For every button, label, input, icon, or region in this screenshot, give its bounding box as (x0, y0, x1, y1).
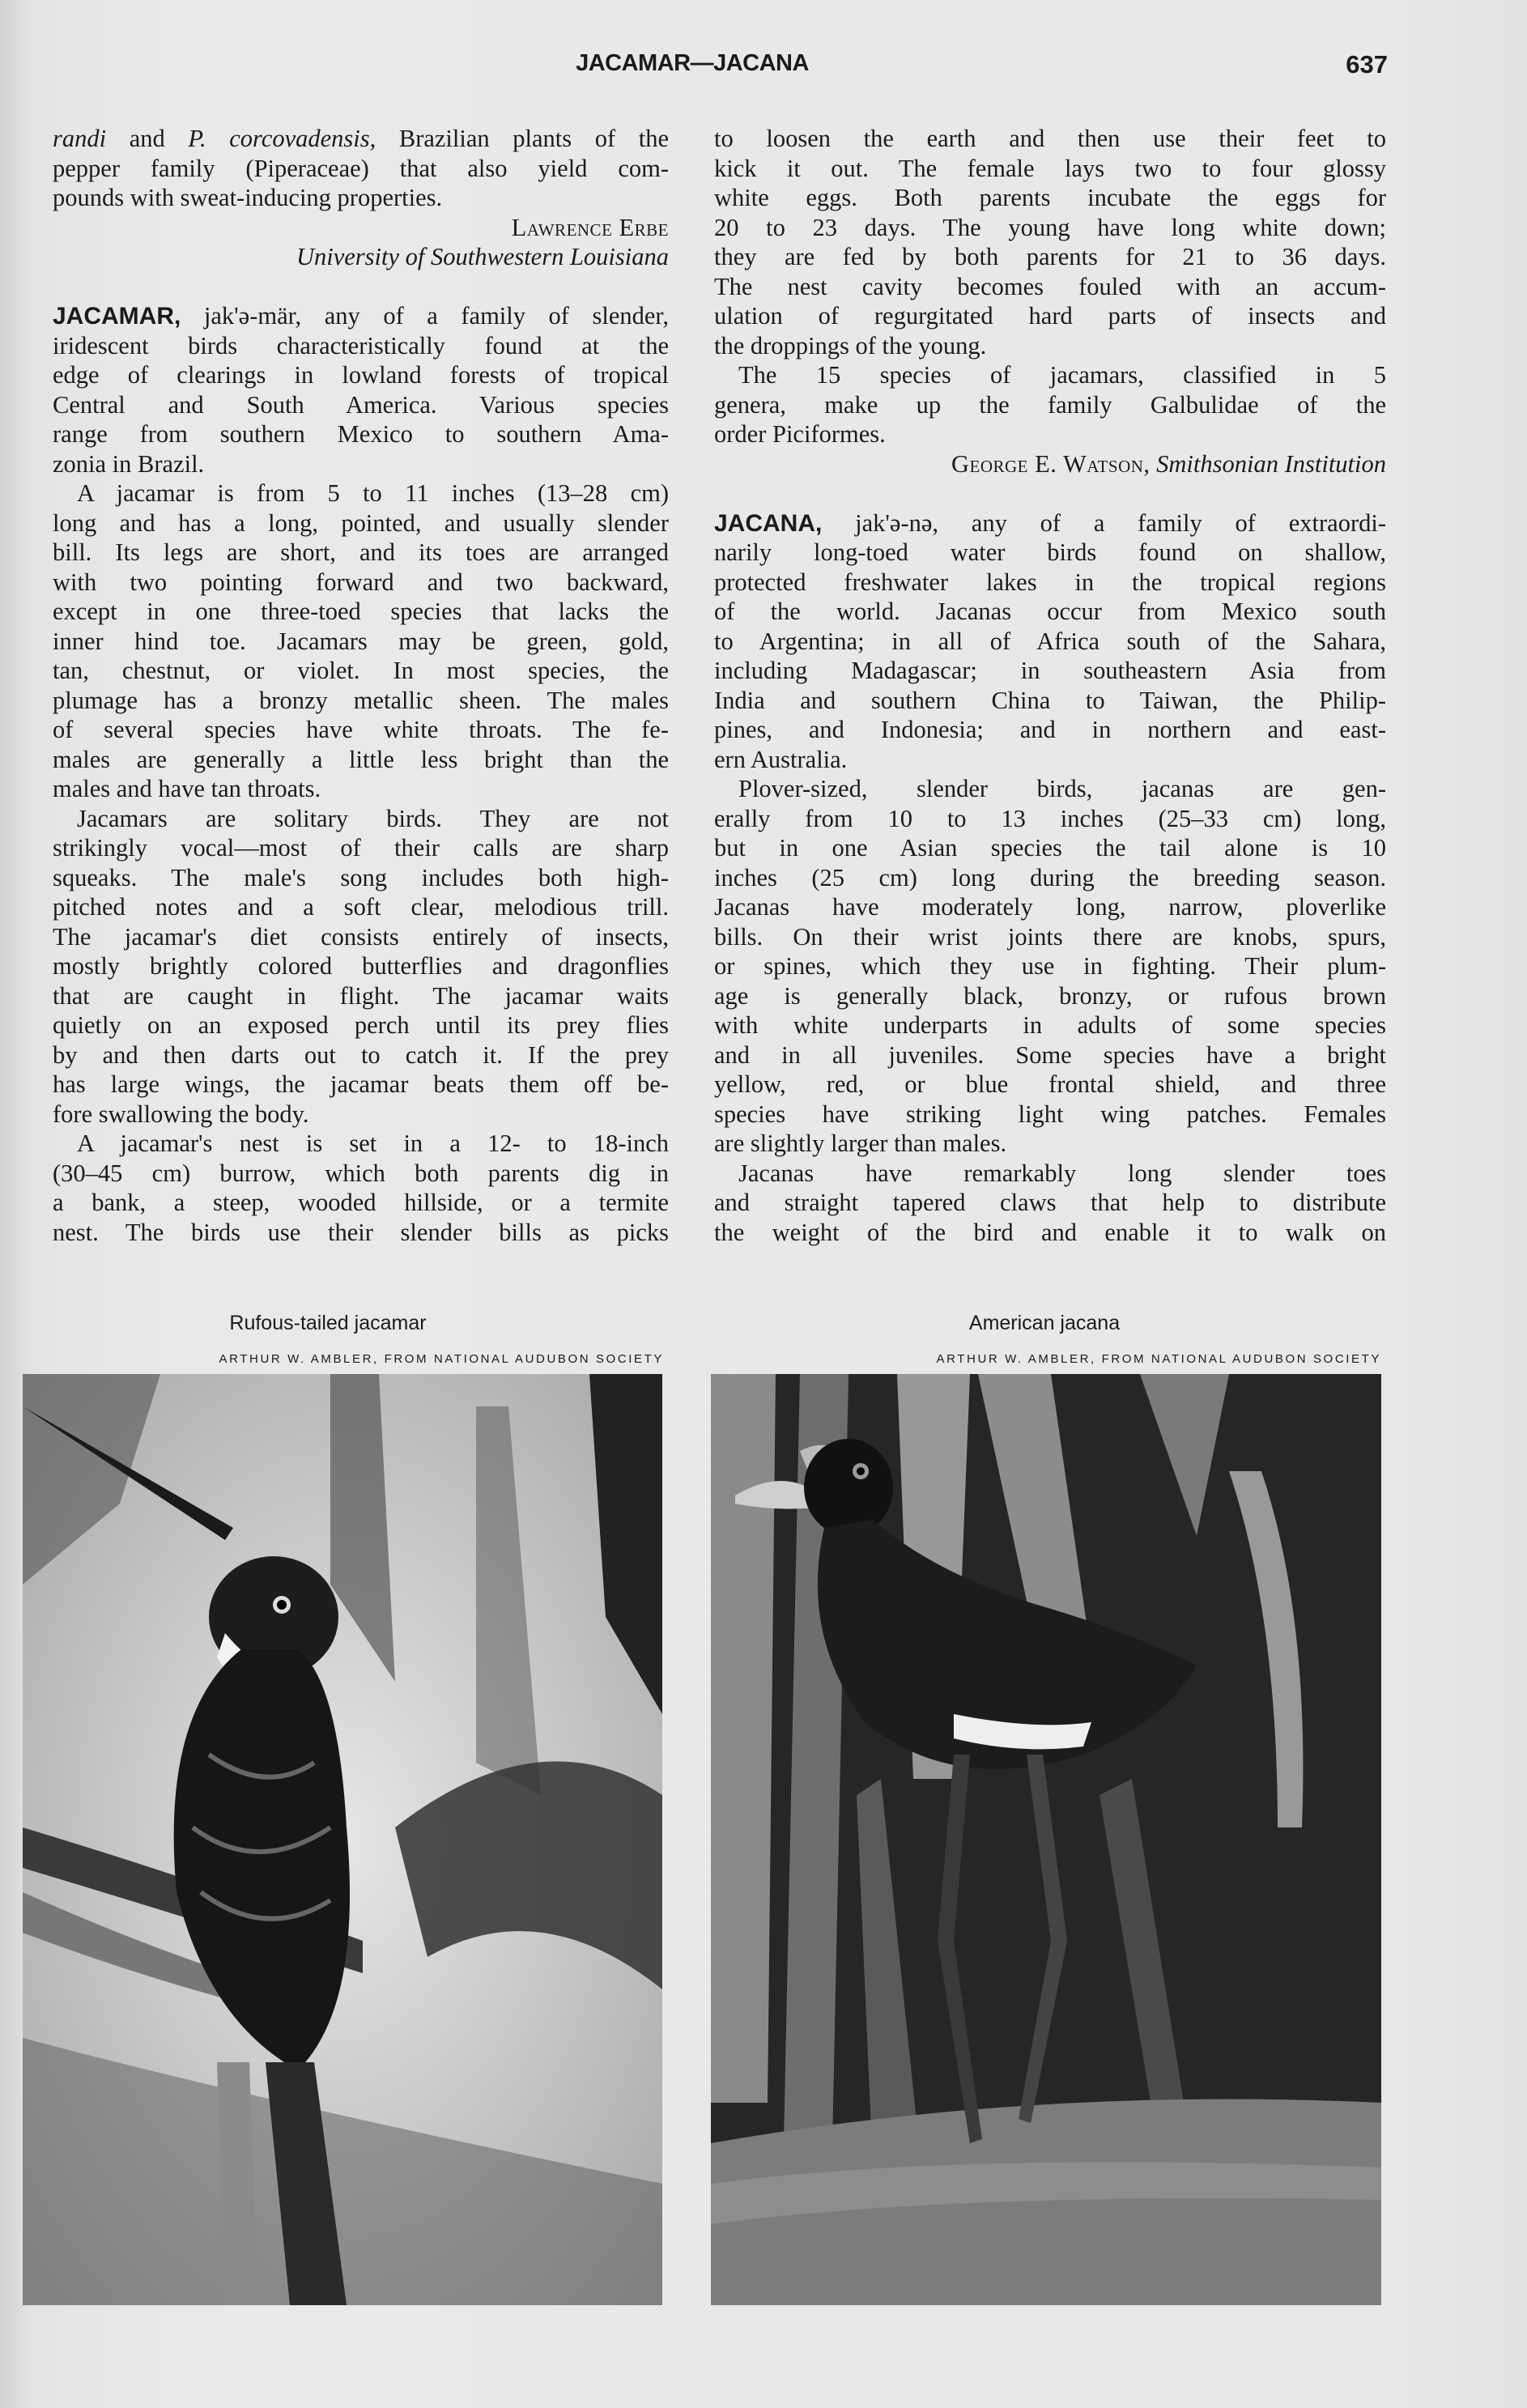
text-line: yellow, red, or blue frontal shield, and three (714, 1070, 1386, 1098)
text-line: pines, and Indonesia; and in northern and east- (714, 716, 1386, 743)
photo-credit: ARTHUR W. AMBLER, FROM NATIONAL AUDUBON SOCIETY (936, 1352, 1381, 1366)
text-line: The jacamar's diet consists entirely of insects, (53, 922, 669, 951)
text-line: Jacamars are solitary birds. They are not (77, 804, 669, 832)
text-line: order Piciformes. (714, 420, 886, 448)
text-line: long and has a long, pointed, and usually slender (53, 508, 669, 537)
text-line: pitched notes and a soft clear, melodious trill. (53, 893, 669, 921)
text-line: to loosen the earth and then use their feet to (714, 125, 1386, 152)
jacamar-photo-image (23, 1374, 662, 2305)
text: jak'ə-mär, any of a family of slender, (181, 302, 669, 330)
figure-caption: American jacana (968, 1312, 1121, 1334)
figure-caption: Rufous-tailed jacamar (229, 1312, 427, 1334)
text-line: age is generally black, bronzy, or rufous brown (714, 981, 1386, 1010)
text-line: but in one Asian species the tail alone is 10 (714, 834, 1386, 862)
text-line: ern Australia. (714, 745, 848, 773)
text-line: Jacanas have moderately long, narrow, ploverlike (714, 893, 1386, 921)
text-line: including Madagascar; in southeastern Asia from (714, 657, 1386, 684)
text-line: The 15 species of jacamars, classified in 5 (738, 361, 1386, 389)
headword: JACANA, (714, 509, 823, 537)
text-line: Plover-sized, slender birds, jacanas are gen- (738, 775, 1386, 802)
text-line: pepper family (Piperaceae) that also yield com- (53, 154, 669, 182)
text-line: ulation of regurgitated hard parts of insects and (714, 302, 1386, 330)
text-line: A jacamar is from 5 to 11 inches (13–28 cm) (77, 479, 669, 507)
text-line: the weight of the bird and enable it to walk on (714, 1218, 1386, 1246)
text-line: (30–45 cm) burrow, which both parents dig in (53, 1159, 669, 1187)
text-line: iridescent birds characteristically found at the (53, 331, 669, 359)
text-line: A jacamar's nest is set in a 12- to 18-inch (77, 1130, 669, 1157)
text: and (106, 125, 189, 152)
text-line: has large wings, the jacamar beats them off be- (53, 1070, 669, 1098)
text-line: edge of clearings in lowland forests of tropical (53, 361, 669, 389)
right-column (714, 124, 1386, 1247)
text-line: to Argentina; in all of Africa south of the Sahara, (714, 627, 1386, 655)
text-line (53, 124, 669, 154)
text-line: with two pointing forward and two backward, (53, 568, 669, 596)
text-line: narily long-toed water birds found on shallow, (714, 538, 1386, 566)
italic-text: randi (53, 125, 107, 152)
text-line: of several species have white throats. The fe- (53, 716, 669, 743)
text-line: pounds with sweat-inducing properties. (53, 184, 443, 211)
text-line: Central and South America. Various species (53, 390, 669, 419)
text-line: they are fed by both parents for 21 to 36 days. (714, 243, 1386, 270)
photo-rufous-tailed-jacamar (23, 1374, 662, 2305)
article-first-line (714, 508, 1386, 538)
text-line: the droppings of the young. (714, 331, 987, 359)
text-line: and straight tapered claws that help to distribute (714, 1189, 1386, 1216)
author-affiliation (53, 242, 669, 272)
text-line: squeaks. The male's song includes both high- (53, 863, 669, 891)
text-line: are slightly larger than males. (714, 1130, 1007, 1157)
text-line: Jacanas have remarkably long slender toes (738, 1159, 1386, 1187)
text-line: a bank, a steep, wooded hillside, or a termite (53, 1189, 669, 1216)
running-head: JACAMAR—JACANA (576, 50, 809, 76)
photo-credit: ARTHUR W. AMBLER, FROM NATIONAL AUDUBON SOCIETY (219, 1352, 664, 1366)
author-name: George E. Watson, (951, 449, 1151, 478)
text-line: with white underparts in adults of some species (714, 1011, 1386, 1039)
left-column (53, 124, 669, 1247)
text-line: genera, make up the family Galbulidae of the (714, 390, 1386, 419)
text: jak'ə-nə, any of a family of extraordi- (822, 508, 1386, 537)
text-line: range from southern Mexico to southern Ama- (53, 420, 669, 448)
text-line: plumage has a bronzy metallic sheen. The males (53, 686, 669, 714)
text-line: by and then darts out to catch it. If the prey (53, 1040, 669, 1069)
text-line: except in one three-toed species that lacks the (53, 598, 669, 625)
text-line: males and have tan throats. (53, 775, 321, 802)
page-number: 637 (1346, 50, 1388, 79)
text-line: species have striking light wing patches. Females (714, 1100, 1386, 1128)
text-line: 20 to 23 days. The young have long white down; (714, 213, 1386, 241)
jacana-photo-image (711, 1374, 1381, 2305)
text-line: inner hind toe. Jacamars may be green, gold, (53, 627, 669, 655)
text-line: that are caught in flight. The jacamar waits (53, 981, 669, 1010)
text-line: kick it out. The female lays two to four glossy (714, 154, 1386, 182)
text-line: bills. On their wrist joints there are knobs, spurs, (714, 922, 1386, 951)
text-line: protected freshwater lakes in the tropical regions (714, 568, 1386, 596)
text-line: The nest cavity becomes fouled with an accum- (714, 272, 1386, 300)
text-line: bill. Its legs are short, and its toes are arranged (53, 538, 669, 566)
headword: JACAMAR, (53, 303, 181, 330)
text-line: nest. The birds use their slender bills as picks (53, 1218, 669, 1246)
text-line: males are generally a little less bright than the (53, 745, 669, 773)
text-line: or spines, which they use in fighting. Their plum- (714, 952, 1386, 980)
author-affiliation: Smithsonian Institution (1156, 449, 1386, 478)
text-line: fore swallowing the body. (53, 1100, 309, 1128)
text-line: zonia in Brazil. (53, 449, 205, 478)
text-line: strikingly vocal—most of their calls are sharp (53, 834, 669, 862)
text-line: and in all juveniles. Some species have a bright (714, 1040, 1386, 1069)
text-line: tan, chestnut, or violet. In most species, the (53, 657, 669, 684)
italic-text: P. corcovadensis, (188, 125, 376, 152)
photo-american-jacana (711, 1374, 1381, 2305)
text: Brazilian plants of the (376, 125, 669, 152)
author-name: Lawrence Erbe (511, 213, 669, 241)
text-line: of the world. Jacanas occur from Mexico south (714, 598, 1386, 625)
text-line: white eggs. Both parents incubate the eggs for (714, 184, 1386, 211)
text-line: inches (25 cm) long during the breeding season. (714, 863, 1386, 891)
article-first-line (53, 301, 669, 331)
text-line: erally from 10 to 13 inches (25–33 cm) long, (714, 804, 1386, 832)
text-line: quietly on an exposed perch until its prey flies (53, 1011, 669, 1039)
affiliation-text: University of Southwestern Louisiana (296, 243, 669, 270)
text-line: India and southern China to Taiwan, the Philip- (714, 686, 1386, 714)
author-signature (714, 449, 1386, 479)
text-line: mostly brightly colored butterflies and dragonflies (53, 952, 669, 980)
